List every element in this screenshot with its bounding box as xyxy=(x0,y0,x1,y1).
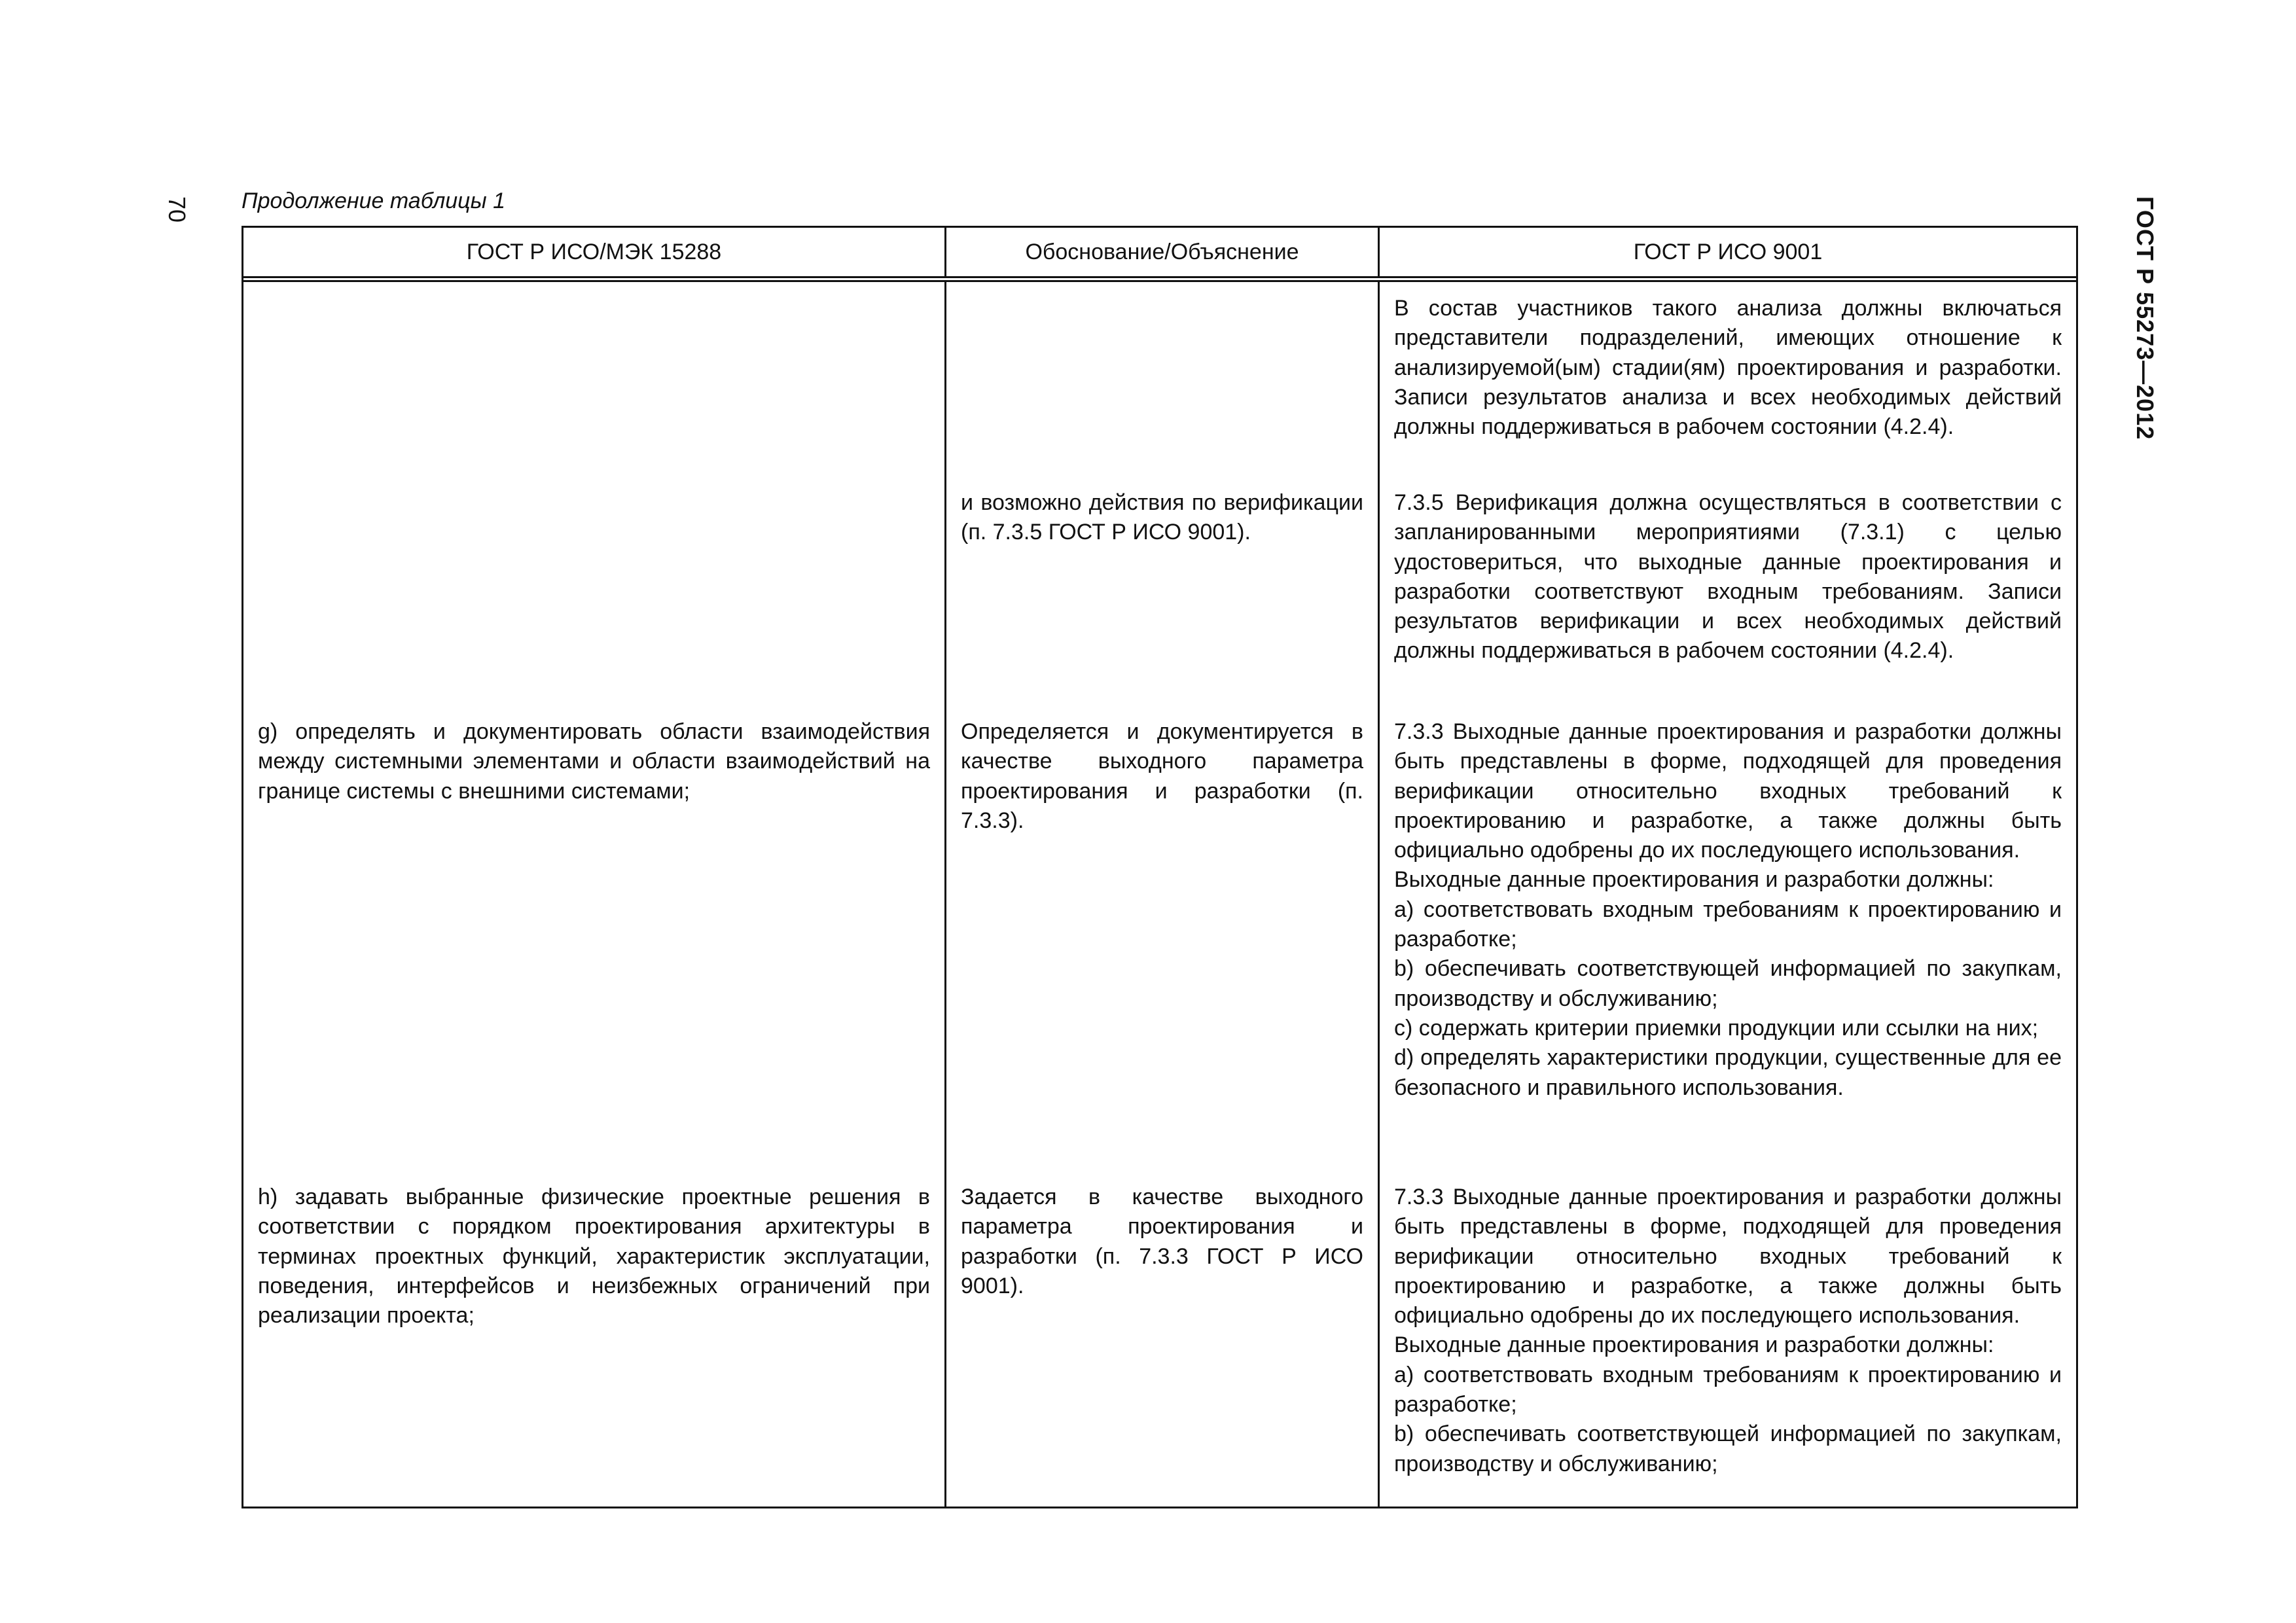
cell-row2-col3: 7.3.5 Верификация должна осуществляться в соответствии с запланированными мероприятиями (7.3.1) с целью удостовериться, что выходные данные проектирования и разработки соответствуют входным требованиям. Записи результатов верификации и всех необходимых действий должны поддерживаться в рабочем состоянии (4.2.4). xyxy=(1394,490,2062,664)
cell-row3-col2: Определяется и документируется в качестве выходного параметра проектирования и разработки (п. 7.3.3). xyxy=(961,719,1363,833)
standard-code: ГОСТ Р 55273—2012 xyxy=(2132,196,2159,440)
column-gost-15288 xyxy=(243,282,946,1507)
paragraph: Выходные данные проектирования и разработки должны: xyxy=(1394,1332,1994,1358)
cell-row4-col1: h) задавать выбранные физические проектные решения в соответствии с порядком проектирования архитектуры в терминах проектных функций, характеристик эксплуатации, поведения, интерфейсов и неизбежных ограничений при реализации проекта; xyxy=(258,1185,930,1329)
header-gost-9001: ГОСТ Р ИСО 9001 xyxy=(1633,239,1823,264)
page-number: 70 xyxy=(164,196,190,223)
list-item: b) обеспечивать соответствующей информацией по закупкам, производству и обслуживанию; xyxy=(1394,956,2062,1011)
list-item: a) соответствовать входным требованиям к проектированию и разработке; xyxy=(1394,897,2062,952)
paragraph: 7.3.3 Выходные данные проектирования и разработки должны быть представлены в форме, подходящей для проведения верификации относительно входных требований к проектированию и разработке, а также должны быть официально одобрены до их последующего использования. xyxy=(1394,1185,2062,1329)
list-item: c) содержать критерии приемки продукции или ссылки на них; xyxy=(1394,1015,2039,1041)
table-body xyxy=(243,282,2076,1507)
cell-row1-col3: В состав участников такого анализа должны включаться представители подразделений, имеющих отношение к анализируемой(ым) стадии(ям) проектирования и разработки. Записи результатов анализа и всех необходимых действий должны поддерживаться в рабочем состоянии (4.2.4). xyxy=(1394,296,2062,440)
list-item: d) определять характеристики продукции, существенные для ее безопасного и правильного использования. xyxy=(1394,1045,2062,1100)
column-justification xyxy=(946,282,1380,1507)
comparison-table xyxy=(242,226,2078,1508)
table-header xyxy=(243,228,2076,282)
column-gost-9001 xyxy=(1380,282,2076,1507)
header-justification: Обоснование/Объяснение xyxy=(946,228,1380,276)
list-item: b) обеспечивать соответствующей информацией по закупкам, производству и обслуживанию; xyxy=(1394,1421,2062,1476)
cell-row4-col2: Задается в качестве выходного параметра проектирования и разработки (п. 7.3.3 ГОСТ Р ИСО 9001). xyxy=(961,1185,1363,1298)
table-caption: Продолжение таблицы 1 xyxy=(242,188,505,213)
cell-row4-col3 xyxy=(1394,1183,2062,1479)
paragraph: Выходные данные проектирования и разработки должны: xyxy=(1394,867,1994,893)
cell-row3-col3 xyxy=(1394,717,2062,1103)
cell-row3-col1: g) определять и документировать области взаимодействия между системными элементами и области взаимодействий на границе системы с внешними системами; xyxy=(258,719,930,804)
list-item: a) соответствовать входным требованиям к проектированию и разработке; xyxy=(1394,1362,2062,1418)
cell-row2-col2: и возможно действия по верификации (п. 7.3.5 ГОСТ Р ИСО 9001). xyxy=(961,490,1363,545)
header-gost-15288: ГОСТ Р ИСО/МЭК 15288 xyxy=(243,228,946,276)
paragraph: 7.3.3 Выходные данные проектирования и разработки должны быть представлены в форме, подходящей для проведения верификации относительно входных требований к проектированию и разработке, а также должны быть официально одобрены до их последующего использования. xyxy=(1394,719,2062,863)
